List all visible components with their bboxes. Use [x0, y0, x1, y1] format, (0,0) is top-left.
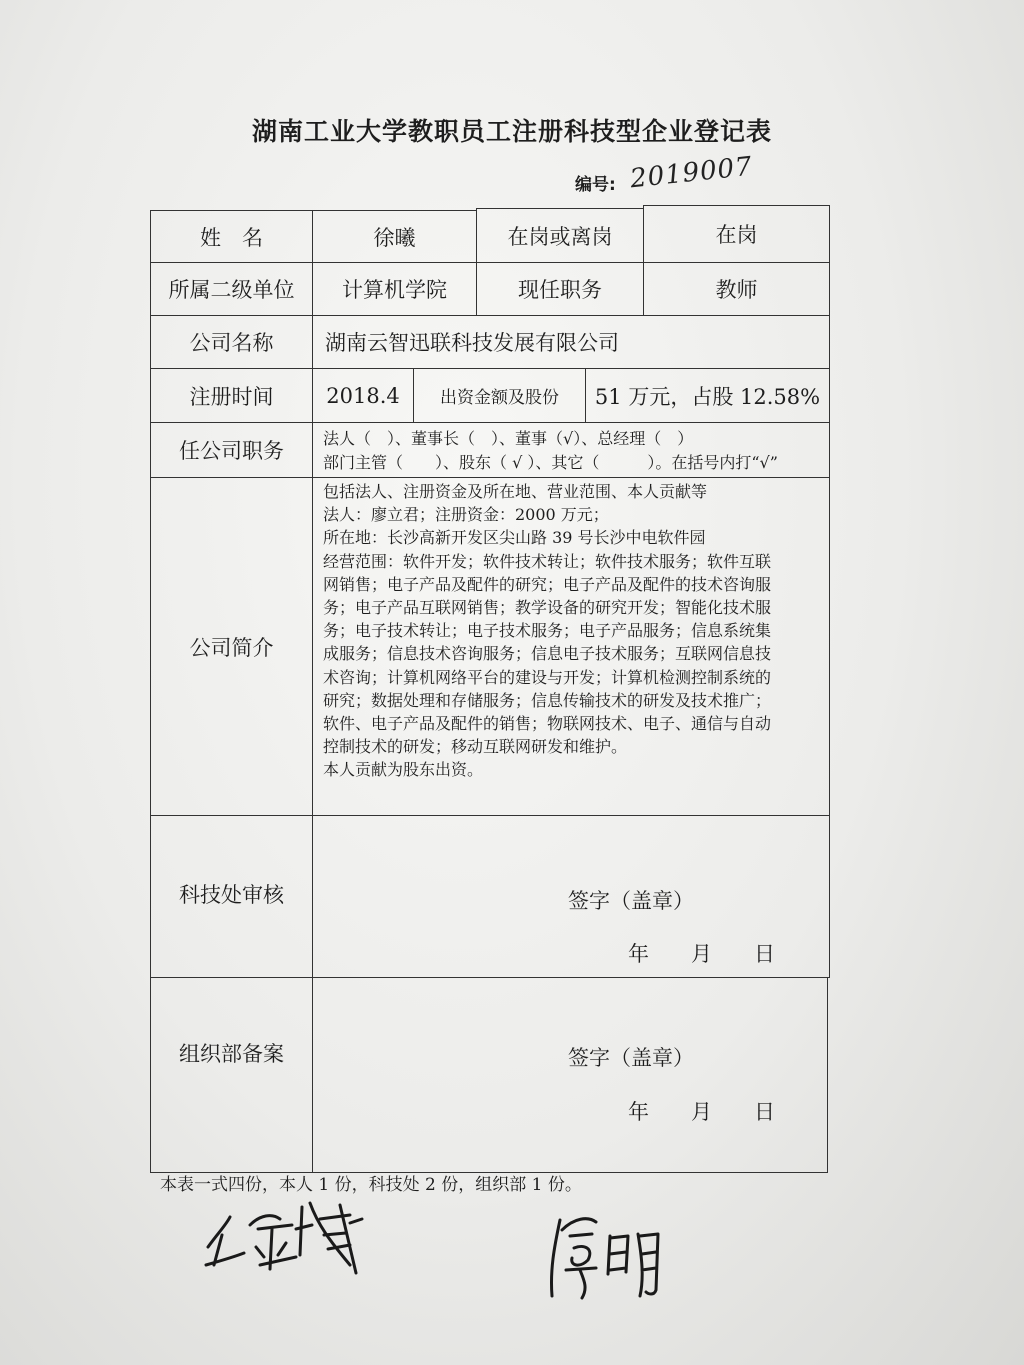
company-intro [312, 477, 830, 816]
capital-label: 出资金额及股份 [413, 368, 586, 423]
duty-label: 任公司职务 [150, 422, 313, 478]
company-label: 公司名称 [150, 315, 313, 369]
org-record-label: 组织部备案 [150, 977, 313, 1173]
duty-line: 部门主管（ ）、股东（ √ ）、其它（ ）。在括号内打“√” [323, 453, 778, 472]
intro-line: 研究；数据处理和存储服务；信息传输技术的研发及技术推广； [323, 690, 772, 710]
duty-options [312, 422, 830, 478]
intro-line: 成服务；信息技术咨询服务；信息电子技术服务；互联网信息技 [323, 644, 772, 664]
serial-label: 编号: [575, 175, 616, 195]
duty-line: 法人（ ）、董事长（ ）、董事（√）、总经理（ ） [323, 429, 694, 448]
tech-review-label: 科技处审核 [150, 815, 313, 978]
intro-line: 软件、电子产品及配件的销售；物联网技术、电子、通信与自动 [323, 714, 772, 734]
tech-sign-label: 签字（盖章） [568, 889, 694, 913]
tech-date-label: 年 月 日 [628, 942, 775, 966]
position-label: 现任职务 [476, 262, 644, 316]
org-date-label: 年 月 日 [628, 1100, 775, 1124]
signature-xu-xi [200, 1195, 370, 1285]
reg-time-label: 注册时间 [150, 368, 313, 423]
name-label: 姓 名 [150, 210, 313, 263]
org-record-box [312, 977, 828, 1173]
intro-line: 经营范围：软件开发；软件技术转让；软件技术服务；软件互联 [323, 551, 772, 571]
form-title: 湖南工业大学教职员工注册科技型企业登记表 [251, 117, 772, 146]
org-sign-label: 签字（盖章） [568, 1046, 694, 1070]
intro-line: 务；电子产品互联网销售；教学设备的研究开发；智能化技术服 [323, 598, 772, 618]
intro-line: 包括法人、注册资金及所在地、营业范围、本人贡献等 [323, 482, 708, 501]
unit-label: 所属二级单位 [150, 262, 313, 316]
status-value: 在岗 [643, 205, 830, 263]
intro-line: 术咨询；计算机网络平台的建设与开发；计算机检测控制系统的 [323, 667, 772, 687]
intro-line: 务；电子技术转让；电子技术服务；电子产品服务；信息系统集 [323, 621, 772, 641]
signature-liao-ming [540, 1208, 670, 1303]
intro-line: 本人贡献为股东出资。 [323, 760, 484, 780]
reg-time-value: 2018.4 [312, 368, 414, 423]
intro-line: 法人：廖立君；注册资金：2000 万元； [323, 505, 609, 525]
company-value: 湖南云智迅联科技发展有限公司 [312, 315, 830, 369]
intro-line: 控制技术的研发；移动互联网研发和维护。 [323, 737, 628, 757]
intro-line: 所在地：长沙高新开发区尖山路 39 号长沙中电软件园 [323, 528, 706, 548]
status-label: 在岗或离岗 [476, 208, 644, 263]
footer-note: 本表一式四份，本人 1 份，科技处 2 份，组织部 1 份。 [160, 1175, 582, 1195]
intro-label: 公司简介 [150, 477, 313, 816]
unit-value: 计算机学院 [312, 262, 477, 316]
name-value: 徐曦 [312, 210, 477, 263]
intro-line: 网销售；电子产品及配件的研究；电子产品及配件的技术咨询服 [323, 574, 772, 594]
serial-number: 2019007 [628, 151, 755, 195]
position-value: 教师 [643, 262, 830, 316]
capital-value: 51 万元，占股 12.58% [585, 368, 830, 423]
